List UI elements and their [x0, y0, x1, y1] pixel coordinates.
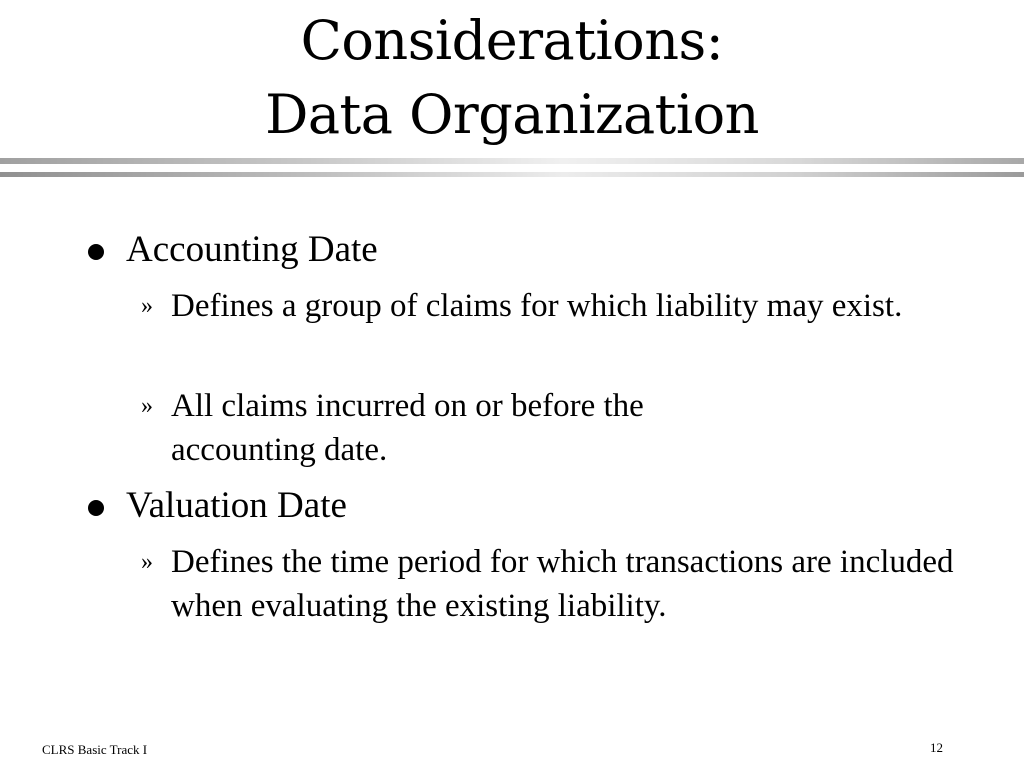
sub-bullet-marker: » [141, 293, 153, 319]
sub-bullet-text: All claims incurred on or before the accounting date. [171, 388, 644, 468]
bullet-dot-icon [88, 244, 104, 260]
sub-bullet-text: Defines the time period for which transactions are included when evaluating the existing liability. [171, 544, 954, 624]
sub-bullet-marker: » [141, 393, 153, 419]
bullet-text: Accounting Date [126, 229, 378, 270]
title-line-1: Considerations: [300, 9, 724, 72]
footer-page-number: 12 [930, 740, 943, 755]
bullet-dot-icon [88, 500, 104, 516]
sub-bullet-text: Defines a group of claims for which liability may exist. [171, 288, 903, 324]
bullet-text: Valuation Date [126, 485, 347, 526]
title-line-2: Data Organization [265, 83, 759, 146]
footer-course-name: CLRS Basic Track I [42, 742, 148, 757]
sub-bullet-marker: » [141, 549, 153, 575]
